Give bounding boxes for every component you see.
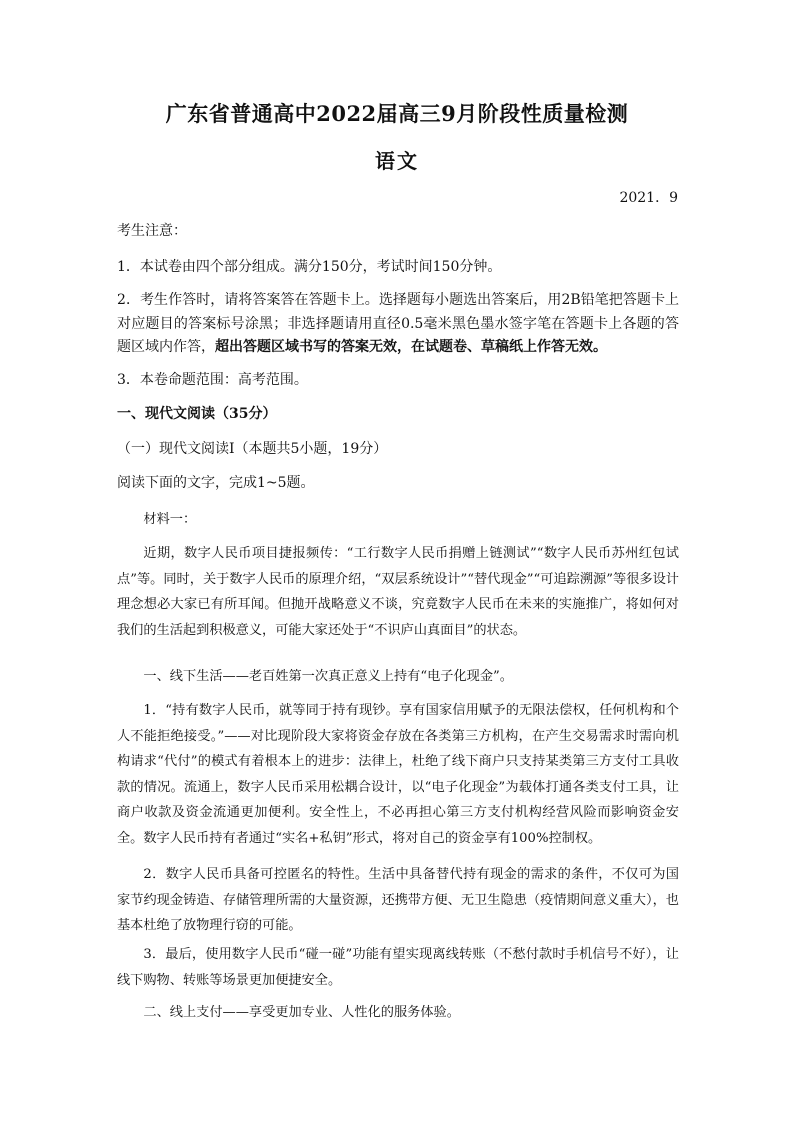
material-paragraph-6: 二、线上支付——享受更加专业、人性化的服务体验。 <box>143 1005 460 1020</box>
material-paragraph-4: 2．数字人民币具备可控匿名的特性。生活中具备替代持有现金的需求的条件，不仅可为国家节约现金铸造、存储管理所需的大量资源，还携带方便、无卫生隐患（疫情期间意义重大），也基本杜绝了放物理行窃的可能。 <box>117 867 679 933</box>
material-label: 材料一： <box>143 512 197 527</box>
section-sub-heading: （一）现代文阅读Ⅰ（本题共5小题，19分） <box>117 441 388 457</box>
exam-date: 2021．9 <box>619 190 678 206</box>
notice-item-1: 1．本试卷由四个部分组成。满分150分，考试时间150分钟。 <box>117 259 502 275</box>
section-heading: 一、现代文阅读（35分） <box>117 406 277 422</box>
material-paragraph-2: 一、线下生活——老百姓第一次真正意义上持有“电子化现金”。 <box>143 669 513 684</box>
notice-item-2-text: 2．考生作答时，请将答案答在答题卡上。选择题每小题选出答案后，用2B铅笔把答题卡上对应题目的答案标号涂黑；非选择题请用直径0.5毫米黑色墨水签字笔在答题卡上各题的答题区域内作答， <box>117 292 679 355</box>
notice-item-2 <box>117 289 679 360</box>
reading-instruction: 阅读下面的文字，完成1~5题。 <box>117 475 315 491</box>
exam-title: 广东省普通高中2022届高三9月阶段性质量检测 <box>165 101 629 126</box>
subject-title: 语文 <box>375 149 419 173</box>
notice-item-2-emphasis: 超出答题区域书写的答案无效，在试题卷、草稿纸上作答无效。 <box>215 339 607 355</box>
notice-item-3: 3．本卷命题范围：高考范围。 <box>117 372 308 388</box>
notice-heading: 考生注意： <box>117 223 187 239</box>
material-paragraph-5: 3．最后，使用数字人民币“碰一碰”功能有望实现离线转账（不愁付款时手机信号不好），让线下购物、转账等场景更加便捷安全。 <box>117 947 679 988</box>
material-paragraph-1: 近期，数字人民币项目捷报频传：“工行数字人民币捐赠上链测试”“数字人民币苏州红包试点”等。同时，关于数字人民币的原理介绍，“双层系统设计”“替代现金”“可追踪溯源”等很多设计理念想必大家已有所耳闻。但抛开战略意义不谈，究竟数字人民币在未来的实施推广，将如何对我们的生活起到积极意义，可能大家还处于“不识庐山真面目”的状态。 <box>117 546 679 638</box>
material-paragraph-3: 1．“持有数字人民币，就等同于持有现钞。享有国家信用赋予的无限法偿权，任何机构和个人不能拒绝接受。”——对比现阶段大家将资金存放在各类第三方机构，在产生交易需求时需向机构请求“代付”的模式有着根本上的进步：法律上，杜绝了线下商户只支持某类第三方支付工具收款的情况。流通上，数字人民币采用松耦合设计，以“电子化现金”为载体打通各类支付工具，让商户收款及资金流通更加便利。安全性上，不必再担心第三方支付机构经营风险而影响资金安全。数字人民币持有者通过“实名+私钥”形式，将对自己的资金享有100%控制权。 <box>117 703 679 846</box>
